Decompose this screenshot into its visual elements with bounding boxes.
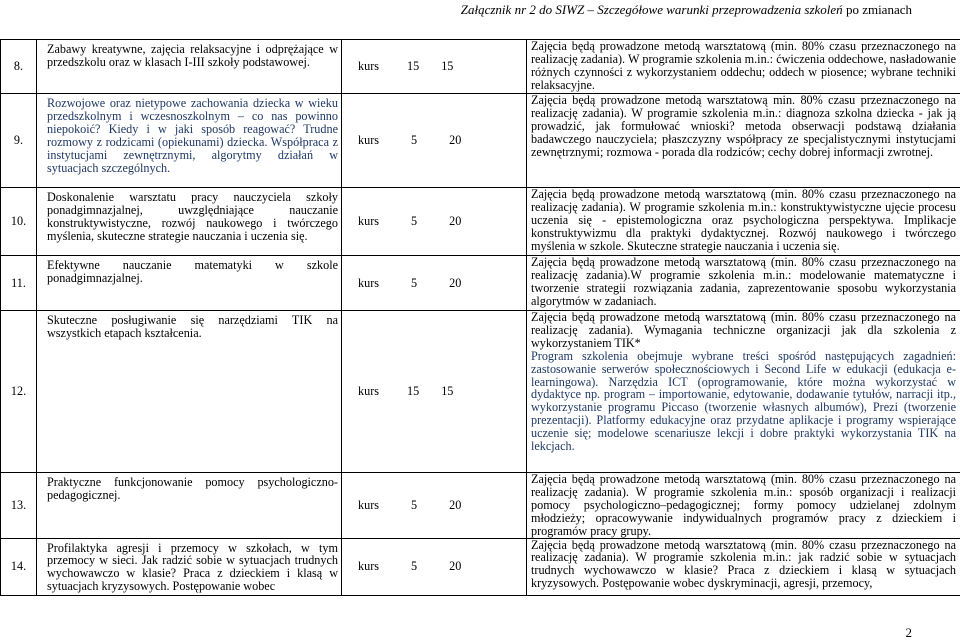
table-row (1, 256, 960, 311)
row-value-b: 20 (449, 497, 462, 512)
row-meta (342, 94, 527, 188)
row-kind: kurs (358, 59, 379, 74)
row-value-b: 20 (449, 275, 462, 290)
row-value-b: 15 (441, 59, 454, 74)
row-kind: kurs (358, 214, 379, 229)
row-topic: Skuteczne posługiwanie się narzędziami TIK na wszystkich etapach kształcenia. (37, 311, 342, 473)
row-meta (342, 473, 527, 539)
row-value-a: 5 (411, 275, 418, 290)
row-description: Zajęcia będą prowadzone metodą warsztatową (min. 80% czasu przeznaczonego na realizację zadania). W programie szkolenia m.in.: ćwiczenia oddechowe, nasładowanie różnych czynności z wykorzystaniem oddechu; oddech w piosence; wybrane techniki relaksacyjne. (527, 40, 960, 94)
row-value-b: 15 (441, 384, 454, 399)
row-description: Zajęcia będą prowadzone metodą warsztatową min. 80% czasu przeznaczonego na realizację zadania). W programie szkolenia m.in.: diagnoza szkolna dziecka - jak ją prowadzić, jak formułować wnioski? metoda obserwacji podstawą działania badawczego nauczyciela; płaszczyzny współpracy ze specjalistycznymi instytucjami zewnętrznymi; rozmowa - porada dla rodziców; cechy dobrej informacji zwrotnej. (527, 94, 960, 188)
row-meta (342, 188, 527, 256)
row-number: 11. (1, 256, 37, 311)
row-kind: kurs (358, 133, 379, 148)
table-row (1, 311, 960, 473)
document-header (0, 0, 960, 22)
row-kind: kurs (358, 497, 379, 512)
row-topic: Profilaktyka agresji i przemocy w szkołach, w tym przemocy w sieci. Jak radzić sobie w sytuacjach trudnych wychowawczo w klasie? Praca z dzieckiem i klasą w sytuacjach kryzysowych. Postępowanie wobec (37, 538, 342, 595)
row-meta (342, 40, 527, 94)
row-value-a: 5 (411, 133, 418, 148)
row-description: Zajęcia będą prowadzone metodą warsztatową (min. 80% czasu przeznaczonego na realizację zadania).W programie szkolenia m.in.: modelowanie matematyczne i tworzenie strategii rozwiązania zadania, zaprezentowanie sposobu wykorzystania algorytmów w zadaniach. (527, 256, 960, 311)
row-kind: kurs (358, 384, 379, 399)
row-topic: Rozwojowe oraz nietypowe zachowania dziecka w wieku przedszkolnym i wczesnoszkolnym – co nas powinno niepokoić? Kiedy i w jaki sposób reagować? Trudne rozmowy z rodzicami (opiekunami) dziecka. Współpraca z instytucjami zewnętrznymi, algorytmy działań w sytuacjach szczególnych. (37, 94, 342, 188)
row-value-b: 20 (449, 133, 462, 148)
row-description-conditions: Zajęcia będą prowadzone metodą warsztatową (min. 80% czasu przeznaczonego na realizację zadania). Wymagania techniczne organizacji jak dla szkolenia z wykorzystaniem TIK* (531, 310, 956, 350)
row-description: Zajęcia będą prowadzone metodą warsztatową (min. 80% czasu przeznaczonego na realizację zadania). W programie szkolenia m.in.: sposób organizacji i realizacji pomocy psychologiczno–pedagogicznej; formy pomocy udzielanej zdolnym młodzieży; opracowywanie indywidualnych programów pracy z dzieckiem i programów pracy grupy. (527, 473, 960, 539)
row-value-a: 5 (411, 214, 418, 229)
row-number: 9. (1, 94, 37, 188)
row-number: 10. (1, 188, 37, 256)
row-topic: Efektywne nauczanie matematyki w szkole ponadgimnazjalnej. (37, 256, 342, 311)
row-topic: Praktyczne funkcjonowanie pomocy psychologiczno-pedagogicznej. (37, 473, 342, 539)
row-description-program: Program szkolenia obejmuje wybrane treści spośród następujących zagadnień: zastosowanie serwerów społecznościowych i Second Life w edukacji (edukacja e-learningowa). Narzędzia ICT (oprogramowanie, które można wykorzystać w dydaktyce np. program – importowanie, edytowanie, dodawanie tytułów, narracji itp., wykorzystanie programu Piccaso (tworzenie własnych albumów), Prezi (tworzenie prezentacji). Platformy edukacyjne oraz przydatne aplikacje i programy wspierające uczenie się; modelowe scenariusze lekcji i dobre praktyki wykorzystania TIK na lekcjach. (531, 348, 956, 454)
row-description: Zajęcia będą prowadzone metodą warsztatową (min. 80% czasu przeznaczonego na realizację zadania). W programie szkolenia m.in.: jak radzić sobie w sytuacjach trudnych wychowawczo w klasie? Praca z dzieckiem i klasą w sytuacjach kryzysowych. Postępowanie wobec dyskryminacji, agresji, przemocy, (527, 538, 960, 595)
row-description (527, 311, 960, 473)
row-value-a: 5 (411, 497, 418, 512)
row-meta (342, 311, 527, 473)
table-row (1, 473, 960, 539)
row-kind: kurs (358, 559, 379, 574)
table-row (1, 40, 960, 94)
row-number: 8. (1, 40, 37, 94)
row-topic: Doskonalenie warsztatu pracy nauczyciela szkoły ponadgimnazjalnej, uwzględniające nauczanie konstruktywistyczne, rozwój naukowego i twórczego myślenia, skuteczne strategie nauczania i uczenia się. (37, 188, 342, 256)
row-value-b: 20 (449, 214, 462, 229)
row-meta (342, 538, 527, 595)
row-value-a: 5 (411, 559, 418, 574)
header-tail: po zmianach (842, 2, 912, 17)
header-title: Załącznik nr 2 do SIWZ – Szczegółowe warunki przeprowadzenia szkoleń (460, 2, 843, 17)
row-value-b: 20 (449, 559, 462, 574)
row-meta (342, 256, 527, 311)
row-description: Zajęcia będą prowadzone metodą warsztatową (min. 80% czasu przeznaczonego na realizację zadania). W programie szkolenia m.in.: konstruktywistyczne ujęcie procesu uczenia się - epistemologiczna oraz psychologiczna perspektywa. Implikacje konstruktywizmu dla praktyki dydaktycznej. Rozwój naukowego i twórczego myślenia w szkole. Skuteczne strategie nauczania i uczenia się. (527, 188, 960, 256)
row-number: 13. (1, 473, 37, 539)
row-value-a: 15 (407, 59, 420, 74)
row-topic: Zabawy kreatywne, zajęcia relaksacyjne i odprężające w przedszkolu oraz w klasach I-III szkoły podstawowej. (37, 40, 342, 94)
training-table (0, 39, 960, 596)
page-number: 2 (905, 625, 912, 640)
table-row (1, 94, 960, 188)
row-value-a: 15 (407, 384, 420, 399)
row-number: 12. (1, 311, 37, 473)
table-row (1, 188, 960, 256)
row-number: 14. (1, 538, 37, 595)
table-row (1, 538, 960, 595)
row-kind: kurs (358, 275, 379, 290)
